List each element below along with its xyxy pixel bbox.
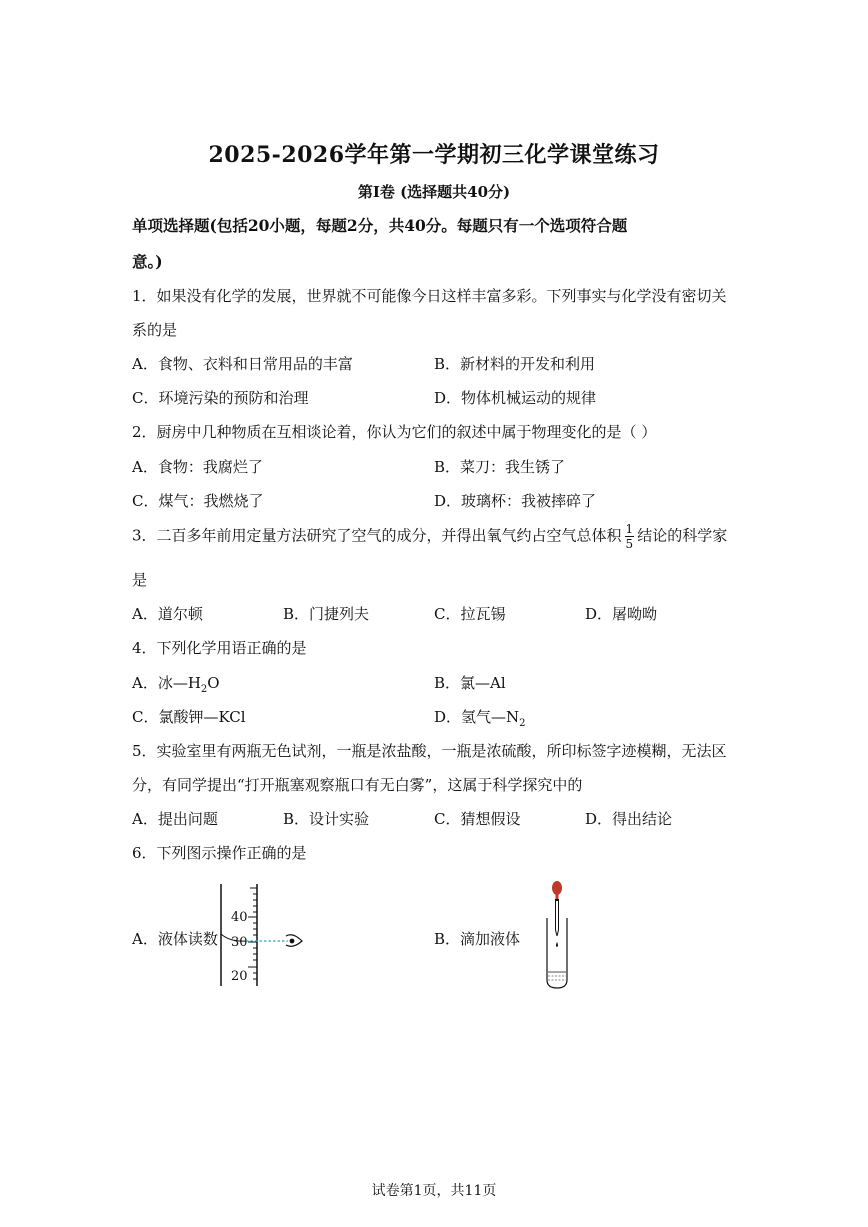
tick-label-20: 20 <box>231 969 248 984</box>
q3-stem-before: 3．二百多年前用定量方法研究了空气的成分，并得出氧气约占空气总体积 <box>132 526 622 545</box>
section-heading: 第Ⅰ卷 (选择题共40分) <box>357 183 511 201</box>
q4-option-d: D．氢气$—N_2$ <box>434 708 526 729</box>
q5-option-b: B．设计实验 <box>283 810 370 828</box>
q1-option-a: A．食物、衣料和日常用品的丰富 <box>132 355 353 373</box>
graduated-cylinder-diagram <box>216 882 316 990</box>
q6-stem: 6．下列图示操作正确的是 <box>132 844 307 862</box>
q4-option-c: C．氯酸钾—KCl <box>132 708 246 726</box>
q2-stem: 2．厨房中几种物质在互相谈论着，你认为它们的叙述中属于物理变化的是（ ） <box>132 423 657 441</box>
fraction-one-fifth: $\frac{1}{5}$ <box>625 522 634 551</box>
q3-option-c: C．拉瓦锡 <box>434 605 506 623</box>
q5-stem-line-2: 分，有同学提出“打开瓶塞观察瓶口有无白雾”，这属于科学探究中的 <box>132 776 583 794</box>
tick-label-40: 40 <box>231 910 248 925</box>
q1-option-b: B．新材料的开发和利用 <box>434 355 596 373</box>
q3-stem-line-2: 是 <box>132 571 148 589</box>
liquid-drop <box>556 942 558 947</box>
page-footer: 试卷第1页，共11页 <box>371 1183 497 1199</box>
q5-option-c: C．猜想假设 <box>434 810 521 828</box>
q2-option-c: C．煤气：我燃烧了 <box>132 492 264 510</box>
q3-stem-after: 结论的科学家 <box>637 526 728 545</box>
q2-option-b: B．菜刀：我生锈了 <box>434 458 566 476</box>
q1-option-c: C．环境污染的预防和治理 <box>132 389 309 407</box>
q4-option-a: A．冰$—H_2O$ <box>132 674 220 695</box>
dropper-diagram <box>540 880 574 992</box>
q2-option-d: D．玻璃杯：我被摔碎了 <box>434 492 597 510</box>
q5-stem-line-1: 5．实验室里有两瓶无色试剂，一瓶是浓盐酸，一瓶是浓硫酸，所印标签字迹模糊，无法区 <box>132 742 727 760</box>
q6-option-b: B．滴加液体 <box>434 930 521 948</box>
dropper-bulb-icon <box>552 881 562 895</box>
q6-option-a: A．液体读数 <box>132 930 218 948</box>
instructions-line-2: 意。) <box>132 252 163 271</box>
test-tube <box>547 918 567 988</box>
exam-title: 2025-2026学年第一学期初三化学课堂练习 <box>208 142 660 168</box>
q3-option-a: A．道尔顿 <box>132 605 203 623</box>
q1-stem-line-1: 1．如果没有化学的发展，世界就不可能像今日这样丰富多彩。下列事实与化学没有密切关 <box>132 287 727 305</box>
q3-stem-line-1 <box>132 522 727 551</box>
instructions-line-1: 单项选择题(包括20小题，每题2分，共40分。每题只有一个选项符合题 <box>132 216 628 235</box>
q1-option-d: D．物体机械运动的规律 <box>434 389 597 407</box>
q3-option-d: D．屠呦呦 <box>585 605 658 623</box>
q1-stem-line-2: 系的是 <box>132 321 178 339</box>
q2-option-a: A．食物：我腐烂了 <box>132 458 263 476</box>
q4-stem: 4．下列化学用语正确的是 <box>132 639 307 657</box>
q3-option-b: B．门捷列夫 <box>283 605 370 623</box>
q5-option-a: A．提出问题 <box>132 810 218 828</box>
q5-option-d: D．得出结论 <box>585 810 673 828</box>
q4-option-b: B．氯—Al <box>434 674 506 692</box>
tick-label-30: 30 <box>231 935 248 950</box>
